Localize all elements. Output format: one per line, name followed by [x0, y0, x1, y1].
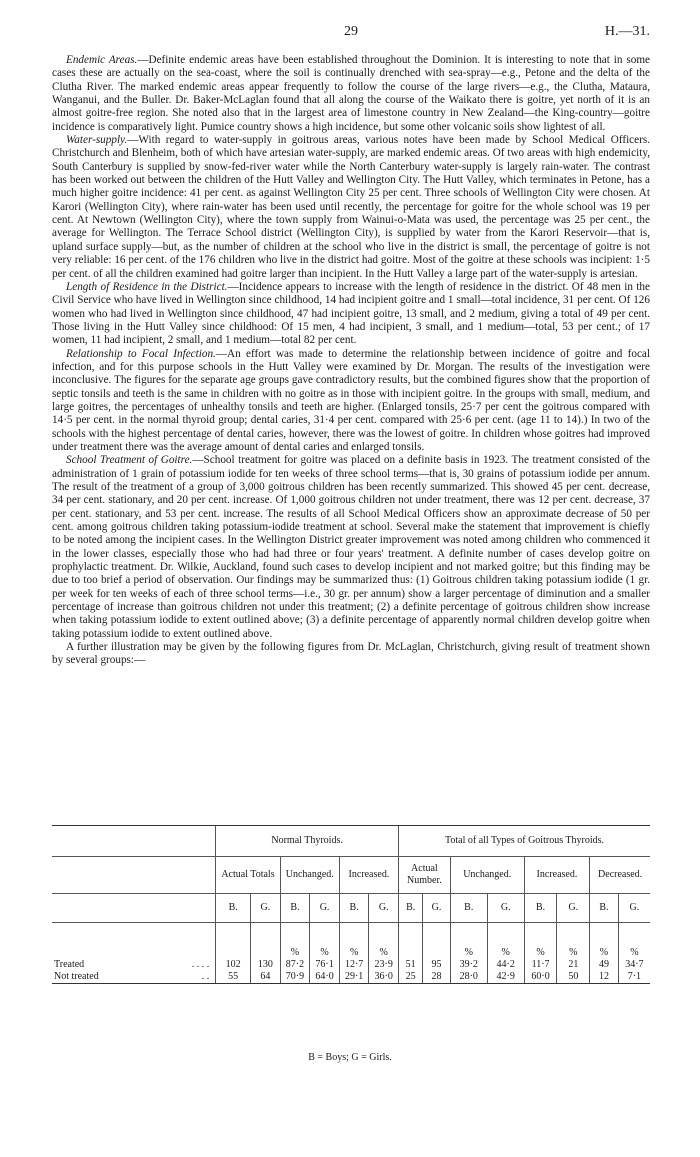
header-girls: G. [557, 894, 590, 923]
table-cell: 42·9 [487, 971, 524, 984]
paragraph-text: A further illustration may be given by the following figures from Dr. McLaglan, Christchurch, giving result of treatment shown by several groups:— [52, 641, 650, 667]
table-cell: 51 [399, 959, 423, 971]
percent-symbol: % [618, 947, 650, 959]
percent-symbol: % [524, 947, 557, 959]
table-cell: 7·1 [618, 971, 650, 984]
table-cell: 76·1 [310, 959, 340, 971]
paragraph-text: —With regard to water-supply in goitrous areas, various notes have been made by School Medical Officers. Christchurch and Blenheim, both of which have artesian water-supply, are marked endemic areas. Of two areas with high endemicity, South Canterbury is supplied by snow-fed-river water while the North Canterbury water-supply is largely rain-water. The contrast has been worked out between the children of the Hutt Valley and Wellington City. The Hutt Valley, which terminates in Petone, has a much higher goitre incidence: 41 per cent. as against Wellington City 25 per cent. Three schools of Wellington City were chosen. At Karori (Wellington City), where rain-water has been used until recently, the percentage for goitre for the whole school was 19 per cent. At Newtown (Wellington City), where the town supply from Wainui-o-Mata was used, the percentage was 25 per cent., the average for Wellington. The Terrace School district (Wellington City), is supplied by water from the Karori Reservoir—that is, upland surface supply—but, as the number of children at the school who live in the district is small, the percentage of goitre is not very reliable: 16 per cent. of the 176 children who live in the district had goitre. Most of the goitre at these schools was incipient: 1·5 per cent. of all the children examined had goitre larger than incipient. In the Hutt Valley a large part of the water-supply is artesian. [52, 134, 650, 280]
paragraph-length-of-residence [52, 281, 650, 348]
table-cell: 102 [216, 959, 251, 971]
percent-symbol: % [450, 947, 487, 959]
table-percent-row [52, 947, 650, 959]
paragraph-lead: Water-supply. [66, 134, 128, 147]
table-cell: 49 [590, 959, 619, 971]
header-girls: G. [618, 894, 650, 923]
table-cell: 44·2 [487, 959, 524, 971]
header-boys: B. [524, 894, 557, 923]
header-normal-thyroids: Normal Thyroids. [216, 826, 399, 857]
header-girls: G. [251, 894, 281, 923]
header-increased: Increased. [524, 857, 590, 894]
table-cell: 23·9 [369, 959, 399, 971]
percent-symbol: % [339, 947, 369, 959]
paragraph-text: —Incidence appears to increase with the length of residence in the district. Of 48 men in the Civil Service who have lived in Wellington since childhood, 14 had incipient goitre and 1 small—total incidence, 31 per cent. Of 126 women who had lived in Wellington since childhood, 47 had incipient goitre, 13 small, and 2 medium, giving a total of 49 per cent. Those living in the Hutt Valley since childhood: Of 15 men, 4 had incipient, 3 small, and 1 medium—total, 53 per cent.; of 17 women, 11 had incipient, 2 small, and 1 medium—total 82 per cent. [52, 280, 650, 347]
paragraph-endemic-areas [52, 54, 650, 134]
table-cell: 64 [251, 971, 281, 984]
header-boys: B. [450, 894, 487, 923]
paragraph-lead: School Treatment of Goitre. [66, 454, 193, 467]
table-cell: 60·0 [524, 971, 557, 984]
header-girls: G. [369, 894, 399, 923]
paragraph-lead: Length of Residence in the District. [66, 280, 228, 293]
table-sex-header-row [52, 894, 650, 923]
header-girls: G. [423, 894, 450, 923]
row-leader-dots: . . [191, 971, 215, 984]
table-spacer-row [52, 923, 650, 948]
header-girls: G. [310, 894, 340, 923]
table-cell: 11·7 [524, 959, 557, 971]
table-cell: 64·0 [310, 971, 340, 984]
paragraph-text: —An effort was made to determine the relationship between incidence of goitre and focal infection, and for this purpose schools in the Hutt Valley were examined by Dr. Morgan. The results of the investigation were inconclusive. The figures for the separate age groups gave contradictory results, but the combined figures show that the proportion of septic tonsils and teeth is the same in children with no goitre as in those with incipient goitre. In the groups with small, medium, and large goitres, the percentages of unhealthy tonsils and teeth are higher. (Enlarged tonsils, 25·7 per cent the goitrous compared with 14·5 per cent. in the normal thyroid group; dental caries, 31·4 per cent. compared with 25·6 per cent. (age 11 to 14).) In two of the schools with the highest percentage of dental caries, however, there was the lowest of goitre. In children whose goitres had improved under treatment there was the average amount of dental caries and enlarged tonsils. [52, 347, 650, 453]
header-unchanged: Unchanged. [280, 857, 339, 894]
percent-symbol: % [557, 947, 590, 959]
header-boys: B. [590, 894, 619, 923]
percent-symbol: % [487, 947, 524, 959]
paragraph-school-treatment [52, 454, 650, 641]
row-leader-dots: . . . . [191, 959, 210, 970]
header-girls: G. [487, 894, 524, 923]
page-number: 29 [344, 24, 358, 39]
row-label: Treated [54, 959, 85, 970]
header-actual-number: Actual Number. [399, 857, 451, 894]
table-cell: 34·7 [618, 959, 650, 971]
header-unchanged: Unchanged. [450, 857, 524, 894]
table-row-not-treated [52, 971, 650, 984]
paragraph-water-supply [52, 134, 650, 281]
percent-symbol: % [280, 947, 310, 959]
table-cell: 21 [557, 959, 590, 971]
paragraph-further-illustration [52, 641, 650, 668]
document-reference: H.—31. [604, 24, 650, 39]
table-cell: 55 [216, 971, 251, 984]
paragraph-lead: Endemic Areas. [66, 54, 138, 66]
page-header [52, 24, 650, 44]
table-group-header-row [52, 826, 650, 857]
header-boys: B. [399, 894, 423, 923]
table-cell: 130 [251, 959, 281, 971]
header-decreased: Decreased. [590, 857, 650, 894]
row-label: Not treated [52, 971, 191, 984]
header-actual-totals: Actual Totals [216, 857, 280, 894]
table-cell: 70·9 [280, 971, 310, 984]
table-footnote: B = Boys; G = Girls. [308, 1052, 392, 1063]
table-subheader-row [52, 857, 650, 894]
table-cell: 87·2 [280, 959, 310, 971]
table-cell: 12 [590, 971, 619, 984]
paragraph-text: —School treatment for goitre was placed on a definite basis in 1923. The treatment consisted of the administration of 1 grain of potassium iodide for ten weeks of three school terms—that is, 30 grains of potassium iodide per annum. The result of the treatment of a group of 3,000 goitrous children has been recently summarized. This showed 45 per cent. decrease, 34 per cent. stationary, and 20 per cent. increase. Of 1,000 goitrous children not under treatment, there was 12 per cent. decrease, 37 per cent. stationary, and 53 per cent. increase. The results of all School Medical Officers show an approximate decrease of 50 per cent. among goitrous children taking potassium-iodide treatment at school. Several make the statement that improvement is chiefly to be noted among the incipient cases. In the Wellington District greater improvement was noted among children who commenced it in the lower classes, especially those who had had three or four years' treatment. A definite number of cases develop goitre on prophylactic treatment. Dr. Wilkie, Auckland, found such cases to develop incipient and not marked goitre; but this finding may be due to too brief a period of observation. Our findings may be summarized thus: (1) Goitrous children taking potassium iodide (1 gr. per week for ten weeks of each of three school terms—i.e., 30 gr. per annum) show a larger percentage of diminution and a smaller percentage of increase than goitrous children not under this treatment; (2) a definite percentage of goitrous children show increase when taking potassium iodide to extent outlined above; (3) a definite percentage of apparently normal children develop goitre when taking potassium iodide to extent outlined above. [52, 454, 650, 640]
table-cell: 28 [423, 971, 450, 984]
percent-symbol: % [369, 947, 399, 959]
table-cell: 29·1 [339, 971, 369, 984]
table-cell: 95 [423, 959, 450, 971]
paragraph-text: —Definite endemic areas have been established throughout the Dominion. It is interesting to note that in some cases these are actually on the sea-coast, where the soil is continually drenched with sea-spray—e.g., Petone and the delta of the Clutha River. The marked endemic areas appear frequently to follow the course of the large rivers—e.g., the Clutha, Mataura, Wanganui, and the Buller. Dr. Baker-McLaglan found that all along the course of the Waikato there is goitre, yet north of it is an almost goitre-free region. She noted also that in the largest area of limestone country in New Zealand—the King-country—goitre incidence is comparatively light. Pumice country shows a high incidence, but some other volcanic soils show lightest of all. [52, 54, 650, 133]
header-boys: B. [339, 894, 369, 923]
table-cell: 36·0 [369, 971, 399, 984]
table-row-treated [52, 959, 650, 971]
table-cell: 39·2 [450, 959, 487, 971]
header-boys: B. [216, 894, 251, 923]
paragraph-focal-infection [52, 348, 650, 455]
percent-symbol: % [590, 947, 619, 959]
table-cell: 25 [399, 971, 423, 984]
body-text [52, 54, 650, 668]
percent-symbol: % [310, 947, 340, 959]
header-increased: Increased. [339, 857, 398, 894]
header-boys: B. [280, 894, 310, 923]
table-cell: 28·0 [450, 971, 487, 984]
table-cell: 50 [557, 971, 590, 984]
paragraph-lead: Relationship to Focal Infection. [66, 347, 216, 360]
treatment-results-table [52, 825, 650, 984]
table-cell: 12·7 [339, 959, 369, 971]
header-goitrous-thyroids: Total of all Types of Goitrous Thyroids. [399, 826, 651, 857]
treatment-results-table-wrapper [52, 825, 650, 984]
